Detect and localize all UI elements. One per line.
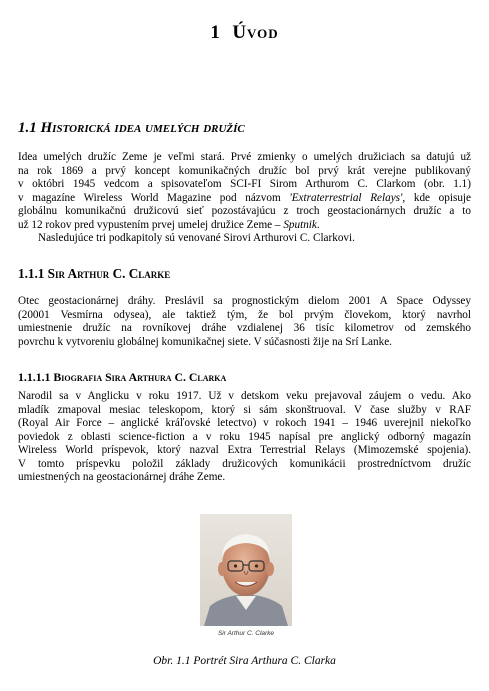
text-line: Narodil sa v Anglicku v roku 1917. Už v detskom veku prejavoval záujem o vedu. Ako [18,390,471,402]
text-line: Nasledujúce tri podkapitoly sú venované Sirovi Arthurovi C. Clarkovi. [38,232,355,245]
text-line: Idea umelých družíc Zeme je veľmi stará. Prvé zmienky o umelých družiciach sa datujú už [18,151,471,163]
text-line: umiestnených na geostacionárnej dráhe Zeme. [18,471,226,484]
chapter-title-text: Úvod [232,22,279,43]
text-line: globálnu komunikačnú družicovú sieť pozostávajúcu z troch geostacionárnych družíc a to [18,205,471,218]
text-run: v magazíne Wireless World Magazine pod názvom [18,191,281,204]
text-line: Wireless World príspevok, ktorý nazval Extra Terrestrial Relays (Mimozemské spojenia). [18,444,471,457]
text-line: poviedok z oblasti science-fiction a v roku 1945 napísal pre anglický odborný magazín [18,430,471,443]
text-line: mladík zmapoval mesiac teleskopom, ktorý si sám skonštruoval. V čase služby v RAF [18,403,471,416]
article-title: 'Extraterrestrial Relays' [289,191,403,204]
text-line: (20001 Vesmírna odysea), ale taktiež tým, že bol prvým človekom, ktorý navrhol [18,308,471,321]
text-line: povrchu k vytvoreniu globálnej komunikačnej siete. V súčasnosti žije na Srí Lanke. [18,335,392,348]
portrait-photo [200,514,292,626]
sputnik-name: Sputnik [283,218,317,231]
text-line: V tomto príspevku položil základy družicových komunikácii prostredníctvom družíc [18,457,471,470]
text-line: Otec geostacionárnej dráhy. Preslávil sa prognostickým dielom 2001 A Space Odyssey [18,295,471,307]
text-run: už 12 rokov pred vypustením prvej umelej družice Zeme – [18,218,281,231]
section-heading-1-1: 1.1 Historická idea umelých družíc [18,120,245,136]
figure-caption: Obr. 1.1 Portrét Sira Arthura C. Clarka [153,655,336,667]
chapter-number: 1 [210,22,221,43]
section-heading-1-1-1-1: 1.1.1.1 Biografia Sira Arthura C. Clarka [18,370,227,384]
chapter-title [0,22,489,44]
photo-caption: Sir Arthur C. Clarke [217,630,275,637]
text-run: , kde opisuje [402,191,471,204]
paragraph-historical-idea [18,151,471,246]
text-line [18,219,471,233]
text-line [18,192,471,206]
text-line: v októbri 1945 vedcom a spisovateľom SCI-FI Sirom Arthurom C. Clarkom (obr. 1.1) [18,178,471,191]
text-line: na rok 1869 a prvý koncept komunikačných družíc bol prvý krát verejne publikovaný [18,164,471,177]
paragraph-arthur-clarke [18,295,471,349]
text-line: umiestnenie družíc na rovníkovej dráhe vzdialenej 36 tisíc kilometrov od zemského [18,322,471,335]
paragraph-biography [18,390,471,485]
text-run: . [316,218,320,231]
section-heading-1-1-1: 1.1.1 Sir Arthur C. Clarke [18,266,171,281]
portrait-illustration [200,514,292,626]
text-line: (Royal Air Force – anglické kráľovské letectvo) v rokoch 1941 – 1946 uverejnil niekoľko [18,417,471,430]
